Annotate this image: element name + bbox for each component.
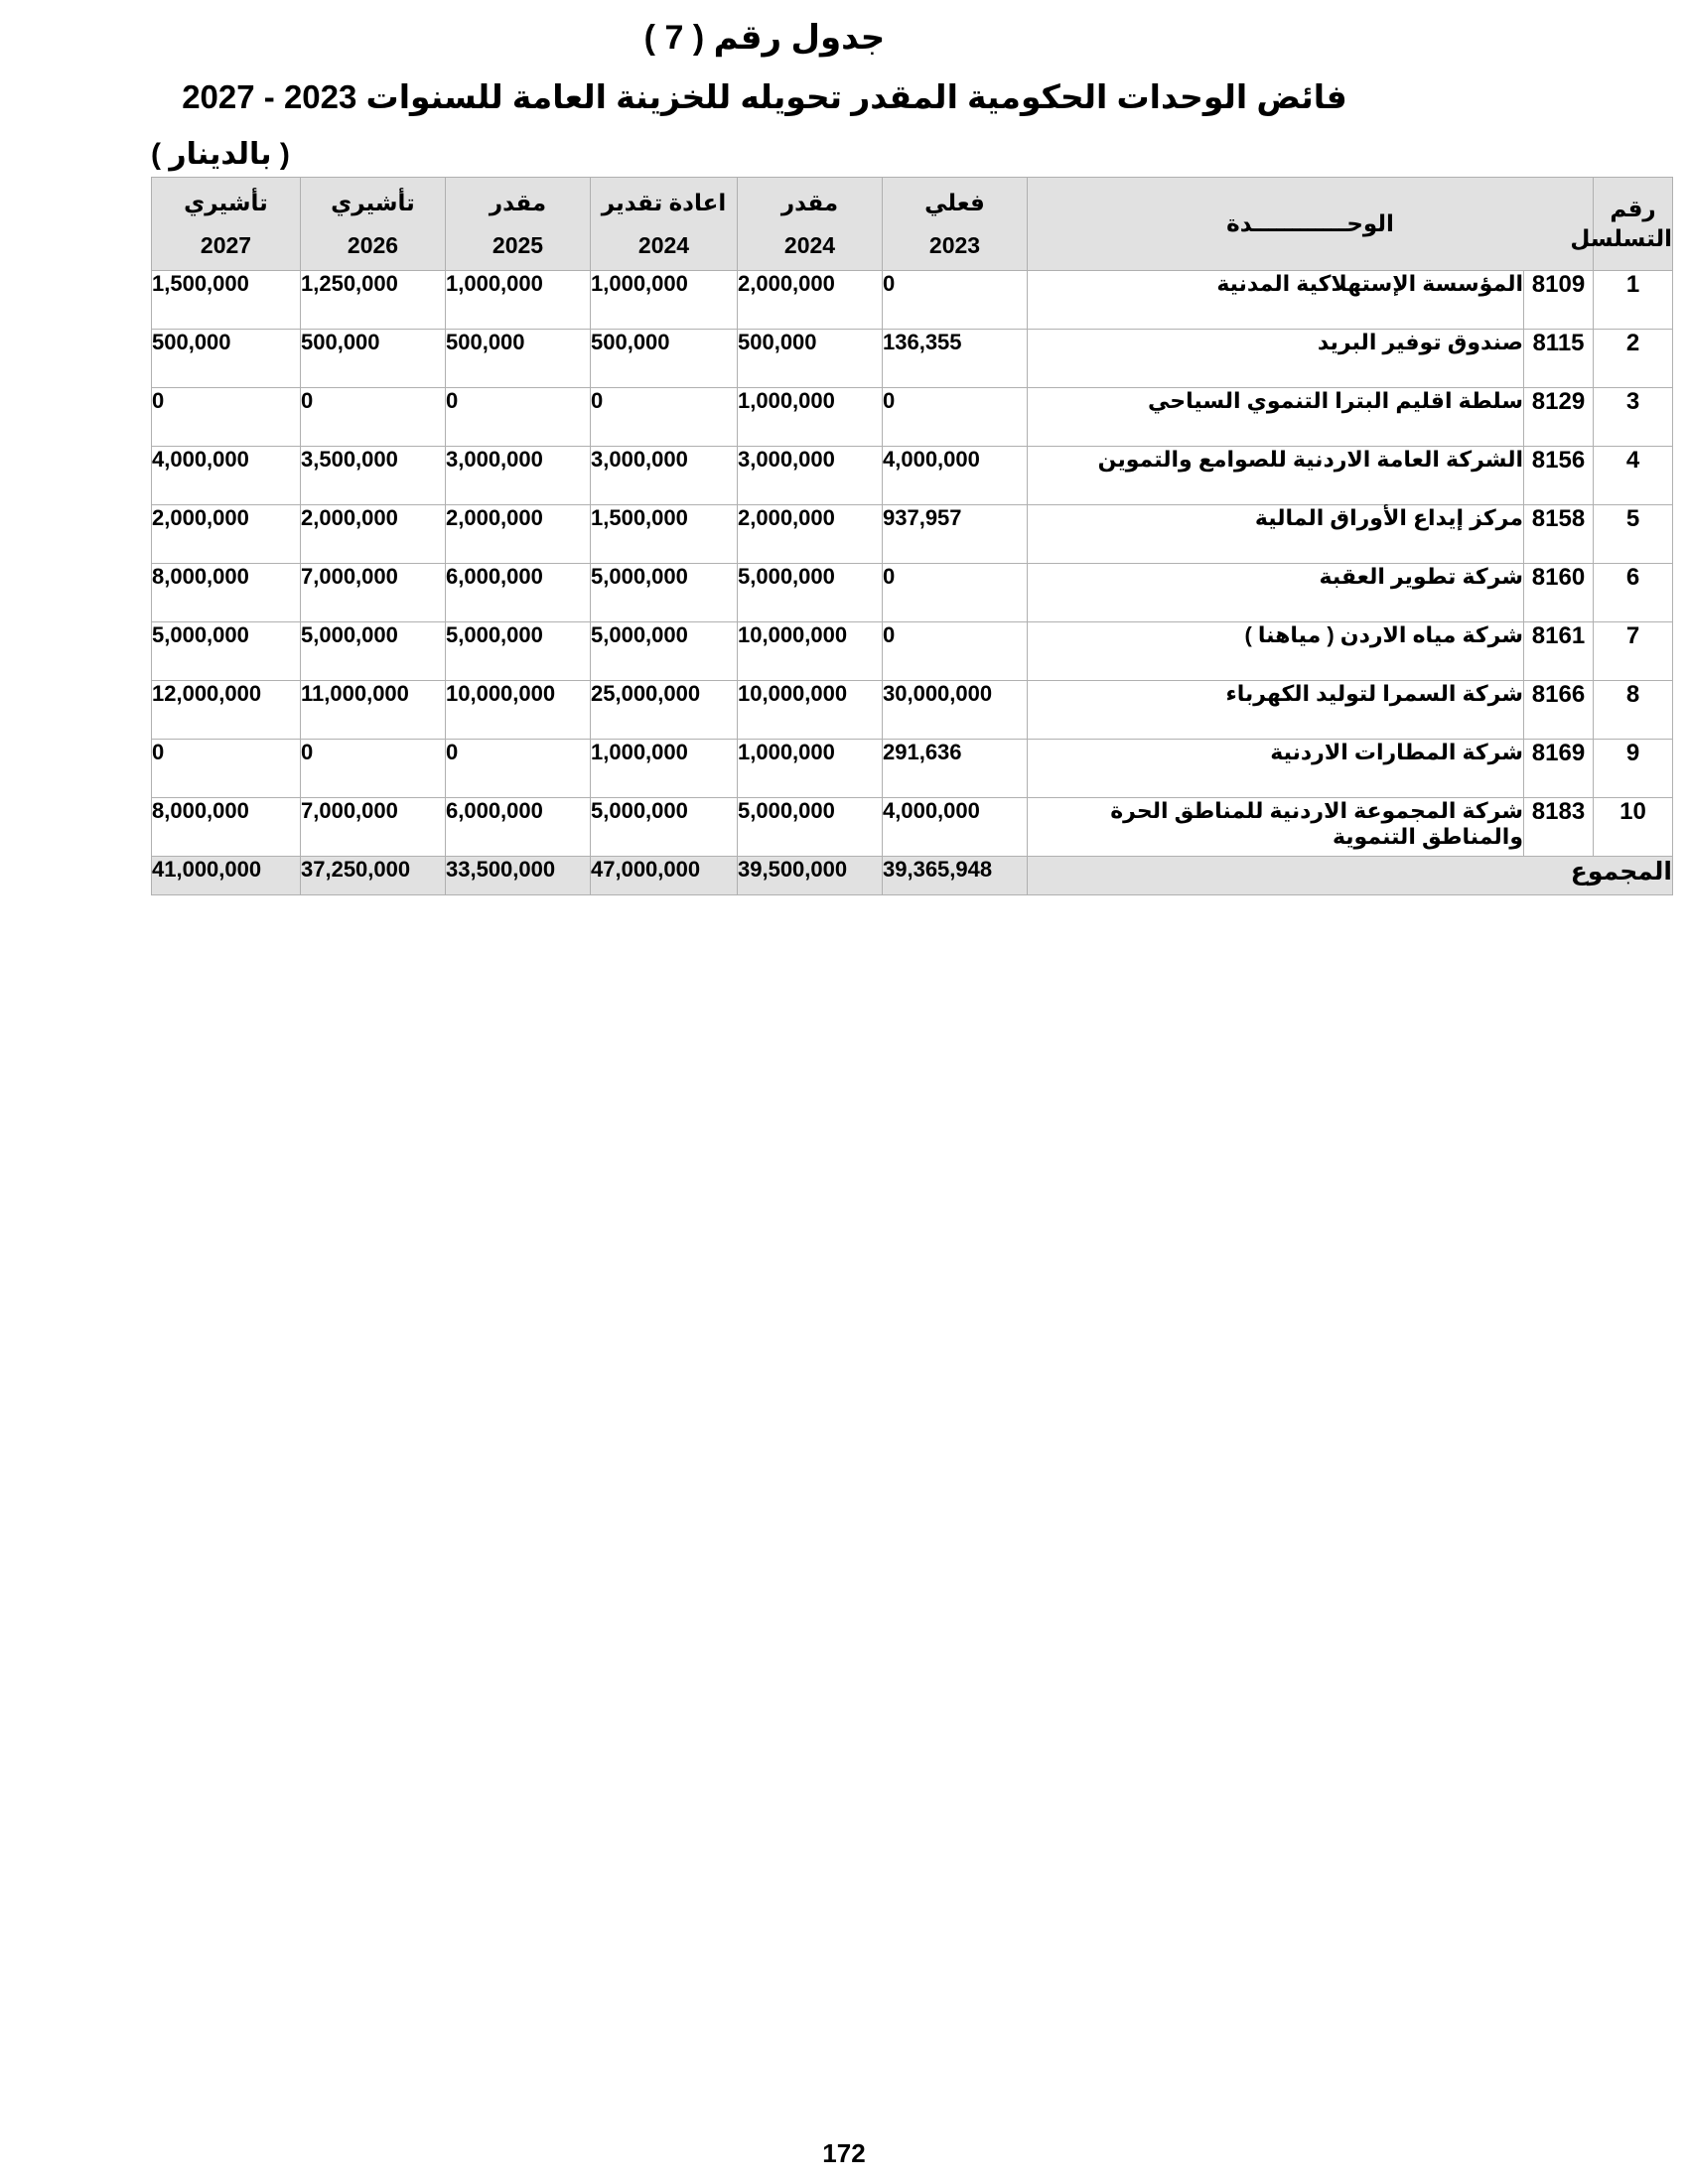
header-year-col — [591, 178, 738, 271]
row-value: 500,000 — [152, 330, 301, 388]
row-value: 10,000,000 — [738, 681, 883, 740]
row-seq-number: 1 — [1594, 271, 1673, 330]
row-value: 0 — [301, 388, 446, 447]
page-number: 172 — [822, 2138, 866, 2168]
row-value: 1,000,000 — [738, 388, 883, 447]
row-unit-name: سلطة اقليم البترا التنموي السياحي — [1028, 388, 1524, 447]
total-row — [152, 857, 1673, 895]
header-year-label: اعادة تقدير — [601, 189, 727, 215]
table-row — [152, 271, 1673, 330]
table-row — [152, 505, 1673, 564]
row-value: 2,000,000 — [152, 505, 301, 564]
row-unit-name: شركة السمرا لتوليد الكهرباء — [1028, 681, 1524, 740]
row-seq-number: 2 — [1594, 330, 1673, 388]
row-value: 6,000,000 — [446, 798, 591, 857]
total-value: 47,000,000 — [591, 857, 738, 895]
row-value: 136,355 — [883, 330, 1028, 388]
row-value: 7,000,000 — [301, 798, 446, 857]
row-value: 0 — [301, 740, 446, 798]
row-value: 4,000,000 — [883, 447, 1028, 505]
row-value: 0 — [883, 564, 1028, 622]
total-value: 39,500,000 — [738, 857, 883, 895]
row-value: 500,000 — [446, 330, 591, 388]
row-seq-number: 8 — [1594, 681, 1673, 740]
header-year-col — [152, 178, 301, 271]
row-value: 5,000,000 — [738, 798, 883, 857]
row-value: 291,636 — [883, 740, 1028, 798]
header-year-label: تأشيري — [331, 189, 415, 215]
row-unit-name: شركة تطوير العقبة — [1028, 564, 1524, 622]
table-row — [152, 330, 1673, 388]
row-unit-name: شركة المجموعة الاردنية للمناطق الحرة والمناطق التنموية — [1028, 798, 1524, 857]
row-value: 2,000,000 — [738, 505, 883, 564]
row-unit-code: 8158 — [1524, 505, 1594, 564]
row-unit-code: 8115 — [1524, 330, 1594, 388]
row-value: 1,500,000 — [591, 505, 738, 564]
page-title: فائض الوحدات الحكومية المقدر تحويله للخزينة العامة للسنوات 2023 - 2027 — [182, 78, 1347, 115]
row-unit-name: مركز إيداع الأوراق المالية — [1028, 505, 1524, 564]
row-value: 1,250,000 — [301, 271, 446, 330]
table-row — [152, 388, 1673, 447]
row-value: 5,000,000 — [738, 564, 883, 622]
header-year-label: فعلي — [924, 189, 985, 215]
row-value: 0 — [446, 740, 591, 798]
row-unit-code: 8169 — [1524, 740, 1594, 798]
table-row — [152, 447, 1673, 505]
row-seq-number: 9 — [1594, 740, 1673, 798]
table-row — [152, 740, 1673, 798]
table-header-row — [152, 178, 1673, 271]
row-seq-number: 4 — [1594, 447, 1673, 505]
row-value: 3,000,000 — [738, 447, 883, 505]
row-value: 6,000,000 — [446, 564, 591, 622]
row-value: 4,000,000 — [152, 447, 301, 505]
row-value: 500,000 — [591, 330, 738, 388]
total-value: 41,000,000 — [152, 857, 301, 895]
header-year-col — [446, 178, 591, 271]
row-value: 1,000,000 — [446, 271, 591, 330]
row-value: 5,000,000 — [591, 798, 738, 857]
row-value: 2,000,000 — [301, 505, 446, 564]
header-year-label: مقدر — [489, 189, 547, 215]
row-value: 0 — [152, 388, 301, 447]
table-number-heading: جدول رقم ( 7 ) — [643, 19, 886, 57]
row-seq-number: 7 — [1594, 622, 1673, 681]
row-value: 10,000,000 — [738, 622, 883, 681]
row-unit-name: شركة مياه الاردن ( مياهنا ) — [1028, 622, 1524, 681]
header-unit — [1028, 178, 1594, 271]
row-value: 5,000,000 — [591, 564, 738, 622]
total-value: 33,500,000 — [446, 857, 591, 895]
table-body — [152, 271, 1673, 895]
header-year-value: 2025 — [492, 231, 544, 258]
currency-unit-label: ( بالدينار ) — [151, 138, 290, 171]
row-value: 4,000,000 — [883, 798, 1028, 857]
row-value: 3,000,000 — [446, 447, 591, 505]
header-year-value: 2026 — [347, 231, 399, 258]
header-year-value: 2024 — [637, 231, 690, 258]
row-value: 0 — [883, 271, 1028, 330]
row-unit-code: 8156 — [1524, 447, 1594, 505]
header-year-label: تأشيري — [184, 189, 268, 215]
row-value: 0 — [591, 388, 738, 447]
row-value: 0 — [883, 388, 1028, 447]
row-value: 500,000 — [301, 330, 446, 388]
row-value: 2,000,000 — [446, 505, 591, 564]
row-value: 937,957 — [883, 505, 1028, 564]
row-value: 10,000,000 — [446, 681, 591, 740]
row-unit-name: الشركة العامة الاردنية للصوامع والتموين — [1028, 447, 1524, 505]
row-unit-code: 8160 — [1524, 564, 1594, 622]
header-year-col — [883, 178, 1028, 271]
row-value: 12,000,000 — [152, 681, 301, 740]
table-row — [152, 564, 1673, 622]
table-row — [152, 681, 1673, 740]
row-seq-number: 10 — [1594, 798, 1673, 857]
row-value: 1,500,000 — [152, 271, 301, 330]
header-year-col — [301, 178, 446, 271]
row-value: 0 — [883, 622, 1028, 681]
table-row — [152, 798, 1673, 857]
row-value: 7,000,000 — [301, 564, 446, 622]
row-value: 0 — [152, 740, 301, 798]
row-value: 5,000,000 — [152, 622, 301, 681]
row-value: 8,000,000 — [152, 798, 301, 857]
total-value: 37,250,000 — [301, 857, 446, 895]
row-value: 5,000,000 — [446, 622, 591, 681]
header-year-value: 2027 — [200, 231, 252, 258]
row-seq-number: 6 — [1594, 564, 1673, 622]
row-value: 3,500,000 — [301, 447, 446, 505]
header-seq-label: رقم التسلسل — [1570, 195, 1672, 251]
row-value: 3,000,000 — [591, 447, 738, 505]
row-seq-number: 3 — [1594, 388, 1673, 447]
row-value: 1,000,000 — [591, 740, 738, 798]
row-unit-name: شركة المطارات الاردنية — [1028, 740, 1524, 798]
surplus-table — [151, 177, 1673, 895]
header-year-value: 2023 — [928, 231, 981, 258]
row-value: 0 — [446, 388, 591, 447]
row-unit-code: 8109 — [1524, 271, 1594, 330]
row-value: 30,000,000 — [883, 681, 1028, 740]
row-value: 11,000,000 — [301, 681, 446, 740]
row-value: 2,000,000 — [738, 271, 883, 330]
row-unit-code: 8183 — [1524, 798, 1594, 857]
row-unit-code: 8166 — [1524, 681, 1594, 740]
row-unit-code: 8161 — [1524, 622, 1594, 681]
row-unit-name: صندوق توفير البريد — [1028, 330, 1524, 388]
row-value: 5,000,000 — [301, 622, 446, 681]
row-unit-name: المؤسسة الإستهلاكية المدنية — [1028, 271, 1524, 330]
row-value: 5,000,000 — [591, 622, 738, 681]
row-unit-code: 8129 — [1524, 388, 1594, 447]
header-year-col — [738, 178, 883, 271]
total-label: المجموع — [1028, 857, 1673, 895]
header-unit-label: الوحــــــــــــدة — [1226, 210, 1394, 236]
header-year-label: مقدر — [780, 189, 839, 215]
row-value: 500,000 — [738, 330, 883, 388]
row-value: 25,000,000 — [591, 681, 738, 740]
row-value: 1,000,000 — [738, 740, 883, 798]
row-value: 1,000,000 — [591, 271, 738, 330]
total-value: 39,365,948 — [883, 857, 1028, 895]
table-row — [152, 622, 1673, 681]
header-year-value: 2024 — [783, 231, 836, 258]
row-seq-number: 5 — [1594, 505, 1673, 564]
row-value: 8,000,000 — [152, 564, 301, 622]
header-seq — [1570, 178, 1673, 271]
